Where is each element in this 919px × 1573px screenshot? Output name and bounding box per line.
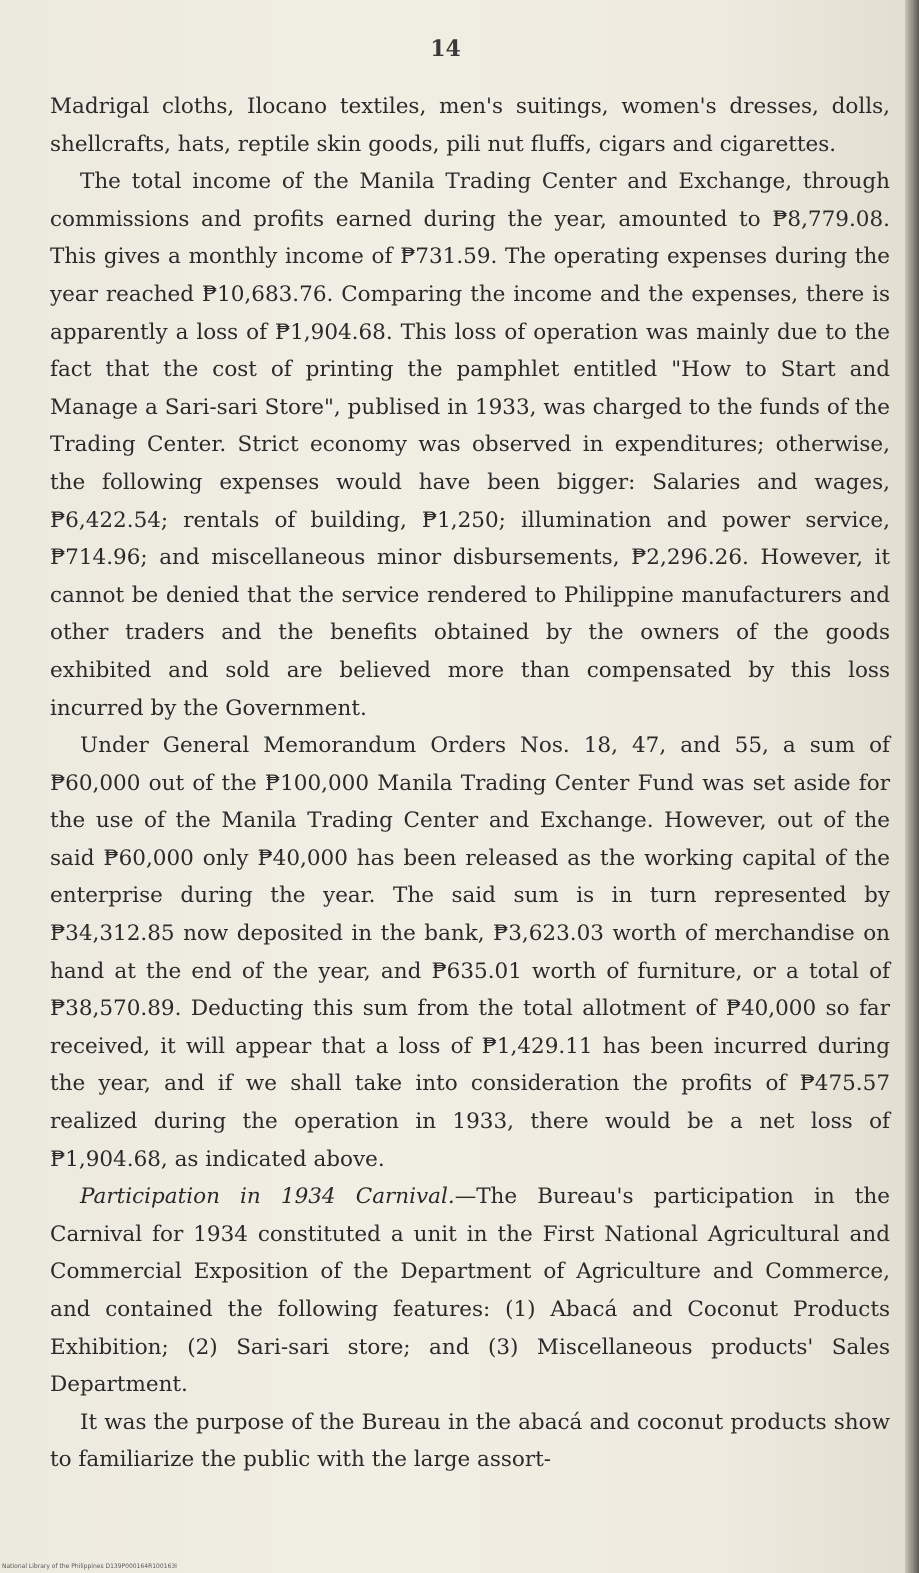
page-number: 14 [430,36,461,62]
paragraph-income: The total income of the Manila Trading Center and Exchange, through commissions and profits earned during the year, amounted to ₱8,779.08. This gives a monthly income of ₱731.59. The operating expenses during the year reached ₱10,683.76. Comparing the income and the expenses, there is apparently a loss of ₱1,904.68. This loss of operation was mainly due to the fact that the cost of printing the pamphlet entitled "How to Start and Manage a Sari-sari Store", publised in 1933, was charged to the funds of the Trading Center. Strict economy was observed in expenditures; otherwise, the following expenses would have been bigger: Salaries and wages, ₱6,422.54; rentals of building, ₱1,250; illumination and power service, ₱714.96; and miscellaneous minor disbursements, ₱2,296.26. However, it cannot be denied that the service rendered to Philippine manufacturers and other traders and the benefits obtained by the owners of the goods exhibited and sold are believed more than compensated by this loss incurred by the Government. [50,169,890,721]
body-text [50,88,890,1479]
paragraph-purpose: It was the purpose of the Bureau in the abacá and coconut products show to familiarize the public with the large assort- [50,1409,890,1473]
paragraph-fund: Under General Memorandum Orders Nos. 18, 47, and 55, a sum of ₱60,000 out of the ₱100,000 Manila Trading Center Fund was set aside for the use of the Manila Trading Center and Exchange. However, out of the said ₱60,000 only ₱40,000 has been released as the working capital of the enterprise during the year. The said sum is in turn represented by ₱34,312.85 now deposited in the bank, ₱3,623.03 worth of merchandise on hand at the end of the year, and ₱635.01 worth of furniture, or a total of ₱38,570.89. Deducting this sum from the total allotment of ₱40,000 so far received, it will appear that a loss of ₱1,429.11 has been incurred during the year, and if we shall take into consideration the profits of ₱475.57 realized during the operation in 1933, there would be a net loss of ₱1,904.68, as indicated above. [50,733,890,1172]
paragraph-carnival [50,1178,890,1404]
paragraph-continued: Madrigal cloths, Ilocano textiles, men's suitings, women's dresses, dolls, shellcrafts, hats, reptile skin goods, pili nut fluffs, cigars and cigarettes. [50,94,890,157]
carnival-text: —The Bureau's participation in the Carnival for 1934 constituted a unit in the First National Agricultural and Commercial Exposition of the Department of Agriculture and Commerce, and contained the following features: (1) Abacá and Coconut Products Exhibition; (2) Sari-sari store; and (3) Miscellaneous products' Sales Department. [50,1184,891,1398]
scan-credit: National Library of the Philippines D139P000164R100163I [2,1563,177,1570]
spine-shadow [905,0,919,1573]
section-heading-carnival: Participation in 1934 Carnival. [80,1184,455,1210]
